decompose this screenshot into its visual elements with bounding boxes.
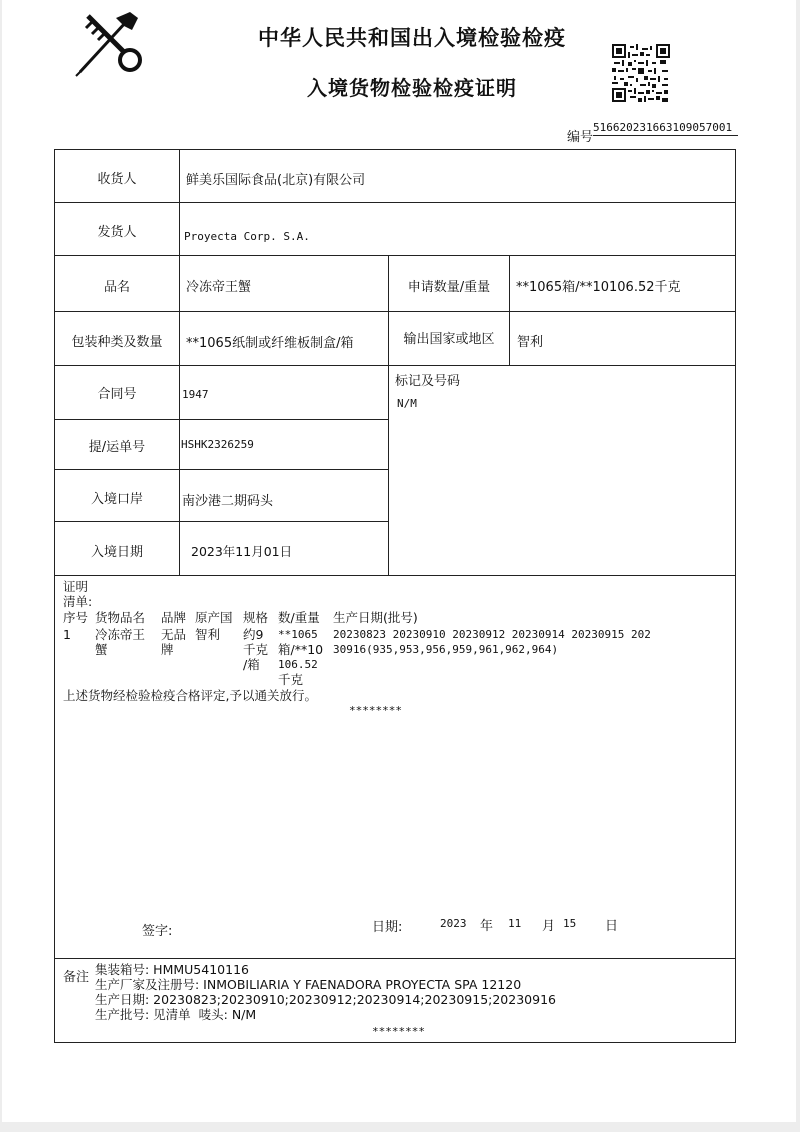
col-spec: 规格 [243,610,269,625]
remarks-container-no: 集装箱号: HMMU5410116 [95,962,249,977]
issue-day: 15 [563,917,577,930]
col-origin: 原产国 [195,610,233,625]
packaging-label: 包装种类及数量 [71,335,163,350]
row-goods-name: 冷冻帝王 [95,627,146,642]
title-line-2: 入境货物检验检疫证明 [307,76,517,100]
certificate-page [2,0,796,1122]
issue-month: 11 [508,917,522,930]
row-origin: 智利 [195,627,221,642]
contract-value: 1947 [182,388,209,401]
issue-year: 2023 [440,917,467,930]
origin-country-label: 输出国家或地区 [403,332,495,347]
product-name-label: 品名 [103,280,130,295]
serial-number: 516620231663109057001 [593,121,738,136]
consignee-value: 鲜美乐国际食品(北京)有限公司 [186,173,366,188]
clearance-statement: 上述货物经检验检疫合格评定,予以通关放行。 [63,688,317,703]
col-production-date: 生产日期(批号) [333,610,418,625]
remarks-end-stars: ******** [372,1025,425,1038]
serial-label: 编号 [567,130,594,145]
remarks-label: 备注 [63,970,90,985]
certificate-heading: 证明 [63,579,89,594]
bill-of-lading-label: 提/运单号 [88,440,146,455]
product-name-value: 冷冻帝王蟹 [186,280,252,295]
entry-port-value: 南沙港二期码头 [182,494,274,509]
col-index: 序号 [63,610,89,625]
signature-label: 签字: [142,924,173,939]
row-qty-cont: 箱/**10 [278,642,324,657]
row-production-dates-cont: 30916(935,953,956,959,961,962,964) [333,643,559,656]
row-spec: 约9 [243,627,264,642]
qr-code-icon [612,44,670,102]
list-label: 清单: [63,594,93,609]
col-goods-name: 货物品名 [95,610,146,625]
marks-value: N/M [397,397,417,410]
origin-country-value: 智利 [517,335,544,350]
year-char: 年 [480,919,494,934]
row-brand-cont: 牌 [161,642,174,657]
issue-date-label: 日期: [372,920,403,935]
row-goods-name-cont: 蟹 [95,642,108,657]
contract-label: 合同号 [97,387,137,402]
bill-of-lading-value: HSHK2326259 [181,438,254,451]
row-brand: 无品 [161,627,187,642]
col-brand: 品牌 [161,610,187,625]
row-spec-cont-2: /箱 [243,657,260,672]
remarks-batch-and-marks: 生产批号: 见清单 唛头: N/M [95,1007,257,1022]
consignee-label: 收货人 [97,172,137,187]
consignor-label: 发货人 [97,225,137,240]
row-spec-cont: 千克 [243,642,269,657]
day-char: 日 [605,919,619,934]
packaging-value: **1065纸制或纤维板制盒/箱 [186,336,354,351]
entry-date-label: 入境日期 [90,545,143,560]
ciq-emblem-icon [72,8,152,80]
remarks-production-date: 生产日期: 20230823;20230910;20230912;20230914;20230915;20230916 [95,992,556,1007]
quantity-label: 申请数量/重量 [407,280,491,295]
row-production-dates: 20230823 20230910 20230912 20230914 20230915 202 [333,628,651,641]
statement-end-stars: ******** [349,704,402,717]
consignor-value: Proyecta Corp. S.A. [184,230,310,243]
row-index: 1 [63,627,71,642]
row-qty-cont-3: 千克 [278,672,304,687]
quantity-value: **1065箱/**10106.52千克 [516,280,681,295]
row-qty: **1065 [278,628,318,641]
row-qty-cont-2: 106.52 [278,658,318,671]
month-char: 月 [542,919,556,934]
title-line-1: 中华人民共和国出入境检验检疫 [258,26,566,50]
col-qty-weight: 数/重量 [278,610,320,625]
marks-label: 标记及号码 [395,374,461,389]
entry-date-value: 2023年11月01日 [191,544,293,559]
remarks-manufacturer: 生产厂家及注册号: INMOBILIARIA Y FAENADORA PROYECTA SPA 12120 [95,977,522,992]
entry-port-label: 入境口岸 [90,492,143,507]
